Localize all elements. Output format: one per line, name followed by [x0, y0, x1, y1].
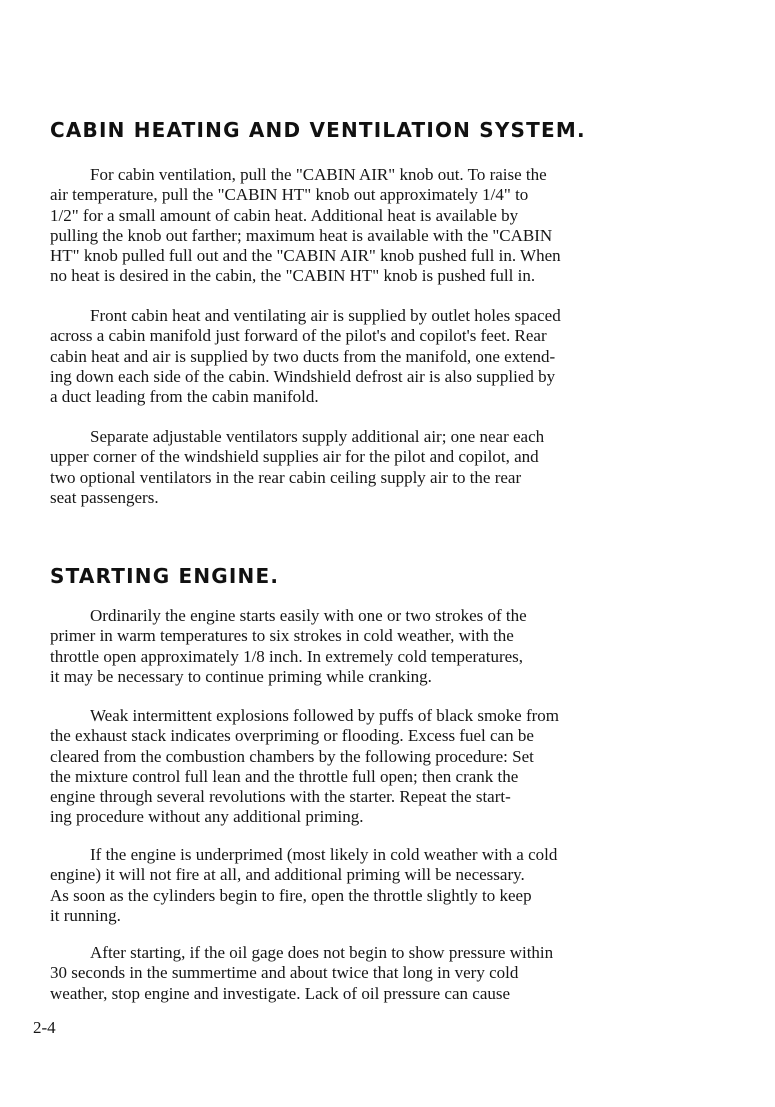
text-line: cleared from the combustion chambers by the following procedure: Set: [50, 746, 534, 766]
text-line: it may be necessary to continue priming while cranking.: [50, 666, 432, 686]
text-line: throttle open approximately 1/8 inch. In extremely cold temperatures,: [50, 646, 524, 666]
text-line: As soon as the cylinders begin to fire, open the throttle slightly to keep: [50, 885, 532, 905]
text-line: pulling the knob out farther; maximum heat is available with the "CABIN: [50, 225, 553, 245]
text-line: ing procedure without any additional priming.: [50, 807, 364, 827]
text-line: weather, stop engine and investigate. Lack of oil pressure can cause: [50, 983, 511, 1003]
text-line: Weak intermittent explosions followed by puffs of black smoke from: [90, 706, 560, 725]
text-line: Front cabin heat and ventilating air is supplied by outlet holes spaced: [90, 306, 561, 325]
text-line: After starting, if the oil gage does not begin to show pressure within: [90, 943, 554, 962]
text-line: air temperature, pull the "CABIN HT" knob out approximately 1/4" to: [50, 185, 529, 205]
paragraph-oil-pressure: [50, 943, 730, 1004]
text-line: no heat is desired in the cabin, the "CABIN HT" knob is pushed full in.: [50, 266, 536, 286]
text-line: cabin heat and air is supplied by two ducts from the manifold, one extend-: [50, 346, 556, 366]
text-line: it running.: [50, 905, 121, 925]
text-line: the exhaust stack indicates overpriming or flooding. Excess fuel can be: [50, 726, 534, 746]
page-number: 2-4: [33, 1018, 56, 1037]
paragraph-front-cabin-heat: [50, 306, 730, 407]
text-line: 1/2" for a small amount of cabin heat. Additional heat is available by: [50, 205, 519, 225]
paragraph-overpriming: [50, 706, 730, 828]
text-line: If the engine is underprimed (most likely in cold weather with a cold: [90, 845, 558, 864]
paragraph-primer-strokes: [50, 606, 730, 687]
text-line: across a cabin manifold just forward of the pilot's and copilot's feet. Rear: [50, 326, 547, 346]
text-line: the mixture control full lean and the throttle full open; then crank the: [50, 766, 519, 786]
text-line: a duct leading from the cabin manifold.: [50, 387, 319, 407]
text-line: HT" knob pulled full out and the "CABIN AIR" knob pushed full in. When: [50, 246, 561, 266]
text-line: engine) it will not fire at all, and additional priming will be necessary.: [50, 865, 525, 885]
text-line: upper corner of the windshield supplies air for the pilot and copilot, and: [50, 447, 539, 467]
text-line: Ordinarily the engine starts easily with one or two strokes of the: [90, 606, 527, 625]
paragraph-underpriming: [50, 845, 730, 926]
section-heading-starting-engine: STARTING ENGINE.: [50, 564, 280, 588]
text-line: ing down each side of the cabin. Windshield defrost air is also supplied by: [50, 366, 556, 386]
text-line: seat passengers.: [50, 487, 159, 507]
text-line: primer in warm temperatures to six strokes in cold weather, with the: [50, 626, 514, 646]
text-line: For cabin ventilation, pull the "CABIN AIR" knob out. To raise the: [90, 165, 547, 184]
paragraph-cabin-ventilation: [50, 165, 730, 287]
text-line: Separate adjustable ventilators supply additional air; one near each: [90, 427, 545, 446]
text-line: engine through several revolutions with the starter. Repeat the start-: [50, 787, 511, 807]
text-line: 30 seconds in the summertime and about twice that long in very cold: [50, 963, 519, 983]
section-heading-cabin-heating: CABIN HEATING AND VENTILATION SYSTEM.: [50, 118, 586, 142]
text-line: two optional ventilators in the rear cabin ceiling supply air to the rear: [50, 467, 522, 487]
paragraph-adjustable-ventilators: [50, 427, 730, 508]
